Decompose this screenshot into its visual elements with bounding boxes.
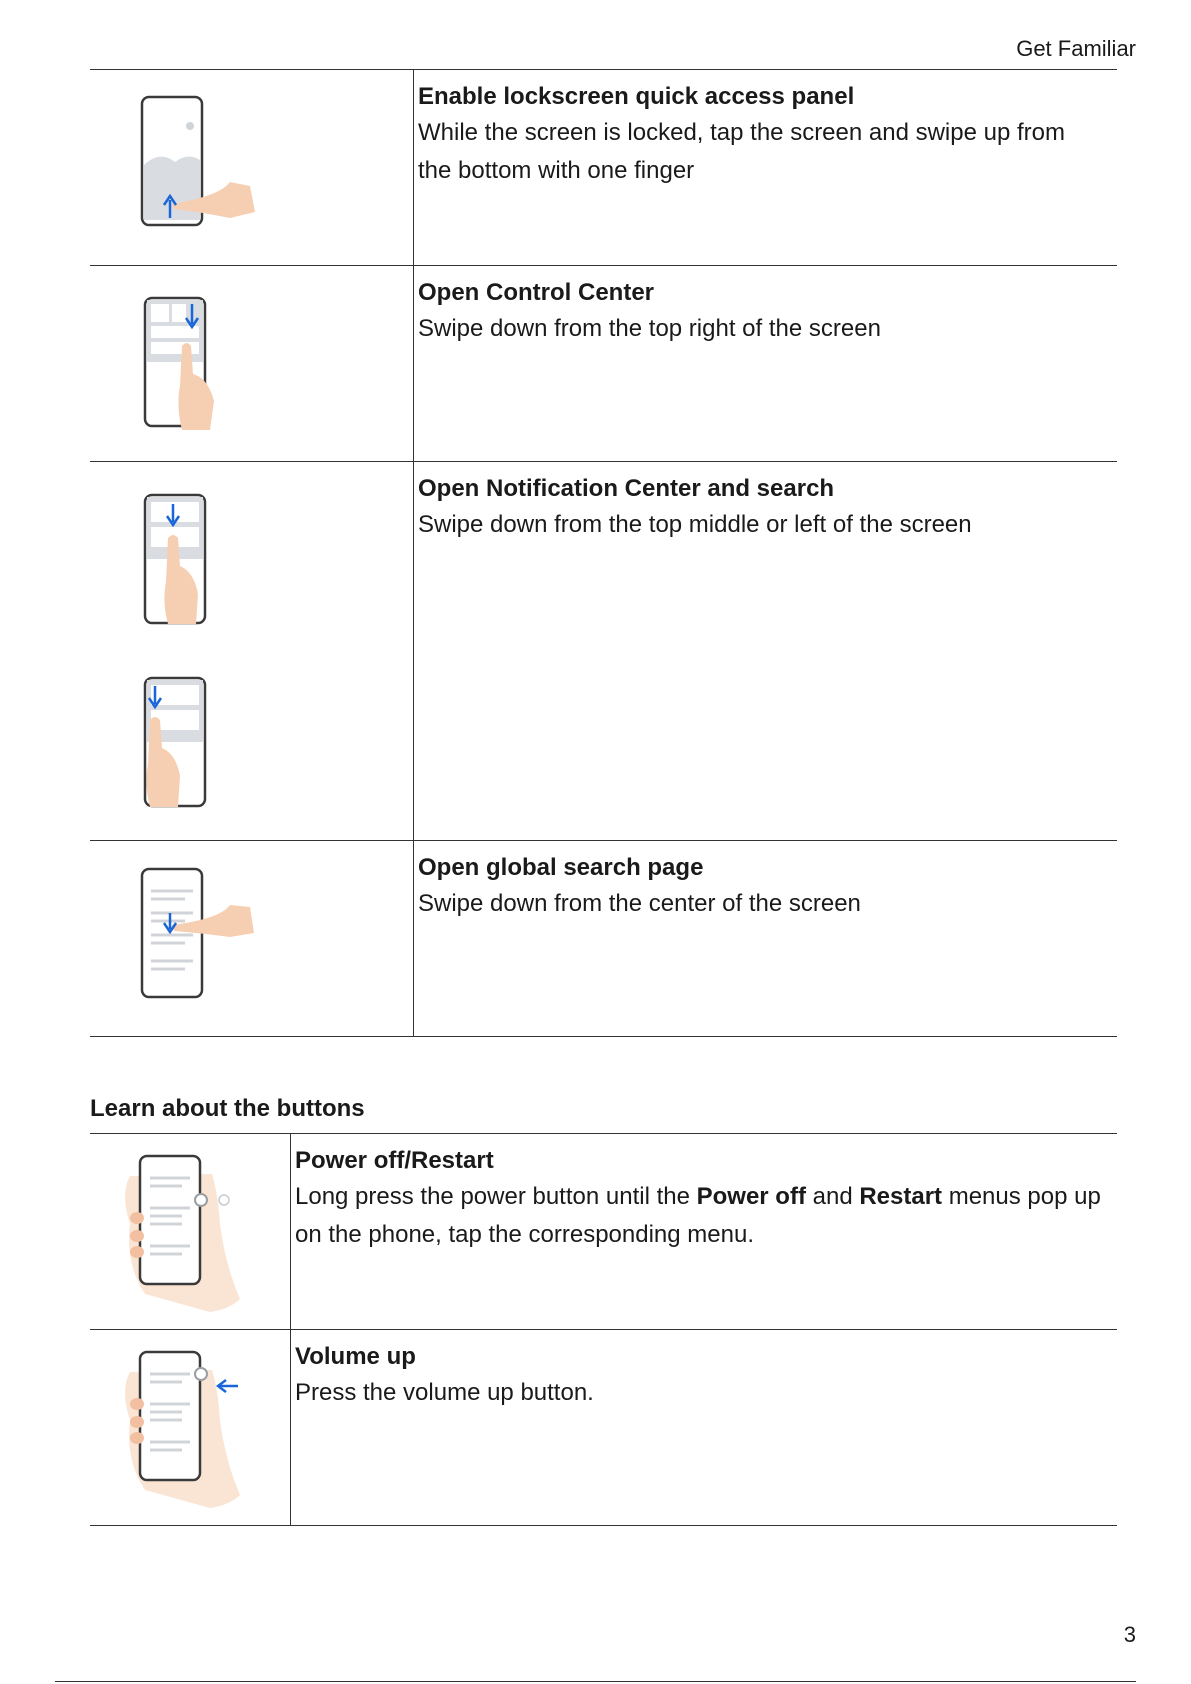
global-search-swipe-illustration <box>90 841 413 1036</box>
gesture-description: Swipe down from the top middle or left of the screen <box>418 511 972 538</box>
buttons-table <box>90 1133 1117 1526</box>
gesture-description: While the screen is locked, tap the screen and swipe up from the bottom with one finger <box>418 119 1065 184</box>
gestures-table <box>90 69 1117 1037</box>
volume-up-illustration <box>90 1330 290 1525</box>
button-text-cell <box>291 1134 1118 1330</box>
button-description: Press the volume up button. <box>295 1379 594 1406</box>
notification-swipe-illustration <box>90 462 413 840</box>
table-row <box>90 841 1117 1037</box>
illustration-cell <box>90 462 414 841</box>
button-description <box>295 1178 1103 1254</box>
restart-label: Restart <box>859 1183 943 1210</box>
illustration-cell <box>90 1330 291 1526</box>
gesture-description: Swipe down from the top right of the screen <box>418 315 881 342</box>
gesture-title: Open global search page <box>418 854 704 881</box>
section-header: Get Familiar <box>1016 36 1136 61</box>
gesture-title: Open Control Center <box>418 279 655 306</box>
gesture-description: Swipe down from the center of the screen <box>418 890 861 917</box>
table-row <box>90 1134 1117 1330</box>
gesture-text-cell <box>414 266 1118 462</box>
desc-text: menus pop up on the phone, tap the corresponding menu. <box>295 1183 1101 1248</box>
button-text-cell <box>291 1330 1118 1526</box>
button-title: Power off/Restart <box>295 1147 494 1174</box>
table-row <box>90 70 1117 266</box>
illustration-cell <box>90 70 414 266</box>
footer-divider <box>55 1681 1136 1682</box>
power-button-illustration <box>90 1134 290 1329</box>
button-title: Volume up <box>295 1343 416 1370</box>
control-center-swipe-illustration <box>90 266 413 461</box>
desc-text: Long press the power button until the <box>295 1183 697 1210</box>
page-number: 3 <box>1123 1622 1136 1647</box>
section-heading: Learn about the buttons <box>90 1095 365 1122</box>
table-row <box>90 1330 1117 1526</box>
lockscreen-swipe-up-illustration <box>90 70 413 265</box>
gesture-text-cell <box>414 462 1118 841</box>
table-row <box>90 462 1117 841</box>
power-off-label: Power off <box>696 1183 806 1210</box>
gesture-title: Enable lockscreen quick access panel <box>418 83 855 110</box>
illustration-cell <box>90 1134 291 1330</box>
gesture-text-cell <box>414 841 1118 1037</box>
illustration-cell <box>90 266 414 462</box>
desc-text: and <box>805 1183 860 1210</box>
illustration-cell <box>90 841 414 1037</box>
table-row <box>90 266 1117 462</box>
gesture-title: Open Notification Center and search <box>418 475 835 502</box>
gesture-text-cell <box>414 70 1118 266</box>
